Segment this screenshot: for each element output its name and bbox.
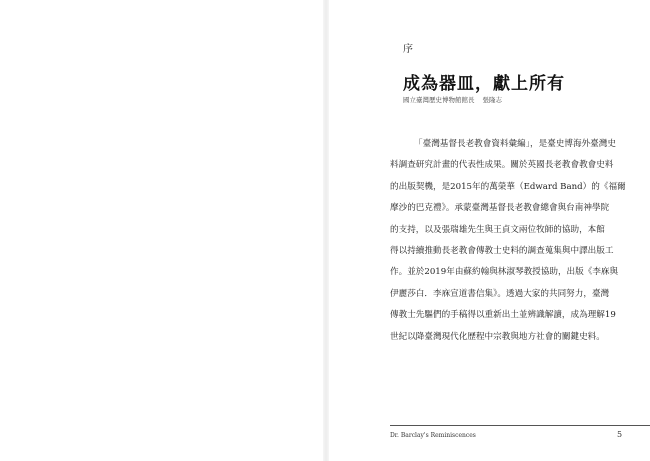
body-line: 摩沙的巴克禮》。承蒙臺灣基督長老教會總會與台南神學院 [390, 203, 610, 214]
body-paragraph [390, 134, 650, 348]
body-line: 傳教士先驅們的手稿得以重新出土並辨識解讀，成為理解19 [390, 310, 616, 321]
byline [403, 95, 502, 104]
section-label: 序 [403, 44, 414, 55]
preface-title: 成為器皿，獻上所有 [403, 74, 565, 94]
right-page [330, 0, 650, 461]
book-gutter [323, 0, 329, 461]
body-line: 料調查研究計畫的代表性成果。關於英國長老教會教會史料 [390, 160, 614, 171]
footer-book-title: Dr. Barclay's Reminiscences [390, 432, 476, 439]
body-line: 的支持，以及張瑞雄先生與王貞文兩位牧師的協助，本館 [390, 224, 605, 235]
author-name: 張隆志 [482, 96, 502, 104]
body-line: 世紀以降臺灣現代化歷程中宗教與地方社會的關鍵史料。 [390, 331, 605, 342]
footer-divider [390, 425, 650, 426]
body-line: 的出版契機，是2015年的萬榮華（Edward Band）的《福爾 [390, 181, 626, 192]
body-line: 伊麗莎白．李庥宣道書信集》。透過大家的共同努力，臺灣 [390, 288, 610, 299]
body-line: 作。並於2019年由蘇約翰與林淑琴教授協助，出版《李庥與 [390, 267, 619, 278]
body-line: 「臺灣基督長老教會資料彙編」，是臺史博海外臺灣史 [414, 139, 616, 149]
page-number: 5 [617, 430, 623, 439]
body-line: 得以持續推動長老教會傳教士史料的調查蒐集與中譯出版工 [390, 245, 614, 256]
author-affiliation: 國立臺灣歷史博物館館長 [403, 96, 475, 104]
